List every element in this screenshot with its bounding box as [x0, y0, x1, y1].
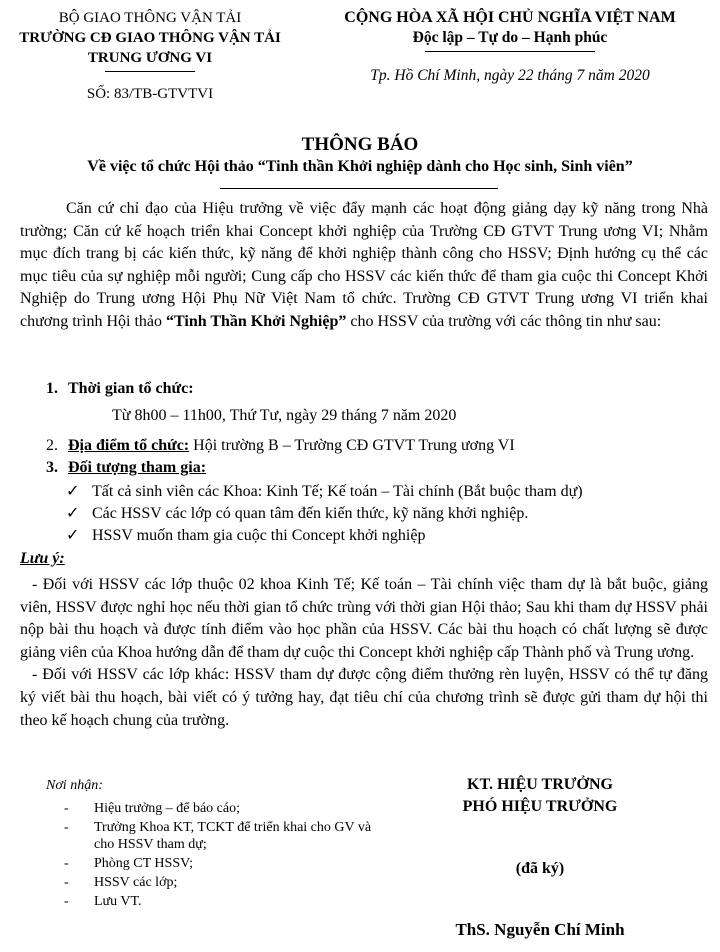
check-icon: ✓	[66, 505, 80, 522]
participant-text: HSSV muốn tham gia cuộc thi Concept khởi nghiệp	[92, 527, 426, 544]
signed-note: (đã ký)	[515, 860, 565, 877]
intro-paragraph	[20, 198, 708, 334]
dash: -	[64, 856, 69, 871]
intro-text: Căn cứ chỉ đạo của Hiệu trưởng về việc đẩy mạnh các hoạt động giảng dạy kỹ năng trong Nhà trường; Căn cứ kế hoạch triển khai Concept khởi nghiệp của Trường CĐ GTVT Trung ương VI; Nhằm mục đích trang bị các kiến thức, kỹ năng để khởi nghiệp thành công cho HSSV; Định hướng cụ thể các mục tiêu của sự nghiệp mỗi người; Cung cấp cho HSSV các kiến thức để tham gia cuộc thi Concept Khởi Nghiệp do Trung ương Hội Phụ Nữ Việt Nam tổ chức. Trường CĐ GTVT Trung ương VI triển khai chương trình Hội thảo	[20, 200, 708, 330]
school-name-line1: TRƯỜNG CĐ GIAO THÔNG VẬN TẢI	[19, 30, 281, 46]
check-icon: ✓	[66, 527, 80, 544]
list-item	[66, 503, 528, 523]
section-label: Đối tượng tham gia:	[68, 459, 207, 476]
recipient-text: Lưu VT.	[94, 894, 142, 909]
list-item	[64, 819, 374, 853]
section-number: 1.	[46, 380, 58, 397]
country-name: CỘNG HÒA XÃ HỘI CHỦ NGHĨA VIỆT NAM	[344, 9, 676, 26]
issuer-underline	[105, 71, 195, 72]
motto-underline	[425, 51, 595, 52]
section-value: Hội trường B – Trường CĐ GTVT Trung ương VI	[189, 437, 515, 454]
intro-tail: cho HSSV của trường với các thông tin như sau:	[346, 312, 662, 330]
list-item	[66, 481, 583, 501]
recipient-text: Hiệu trưởng – để báo cáo;	[94, 801, 241, 816]
note-paragraph-1: - Đối với HSSV các lớp thuộc 02 khoa Kinh Tế; Kế toán – Tài chính việc tham dự là bắt buộc, giảng viên, HSSV được nghỉ học nếu thời gian tổ chức trùng với thời gian Hội thảo; Sau khi tham dự HSSV phải nộp bài thu hoạch và được tính điểm vào học phần của HSSV. Các bài thu hoạch có chất lượng sẽ được giảng viên của Khoa hướng dẫn để tham dự cuộc thi Concept khởi nghiệp cấp Thành phố và Trung ương.	[20, 576, 708, 661]
place-and-date: Tp. Hồ Chí Minh, ngày 22 tháng 7 năm 2020	[370, 67, 650, 84]
section-time	[46, 380, 194, 398]
document-subtitle: Về việc tổ chức Hội thảo “Tinh thần Khởi nghiệp dành cho Học sinh, Sinh viên”	[87, 158, 633, 175]
ministry-name: BỘ GIAO THÔNG VẬN TẢI	[58, 10, 242, 26]
recipient-text: Phòng CT HSSV;	[94, 856, 194, 871]
issuer-header	[0, 8, 300, 104]
national-header	[300, 8, 720, 86]
recipients-heading: Nơi nhận:	[46, 778, 103, 793]
recipients-list	[64, 800, 374, 912]
section-time-value: Từ 8h00 – 11h00, Thứ Tư, ngày 29 tháng 7 năm 2020	[112, 407, 457, 424]
intro-event-name: “Tinh Thần Khởi Nghiệp”	[166, 312, 347, 330]
title-underline	[220, 188, 498, 189]
list-item	[64, 893, 374, 910]
intro-section	[20, 198, 708, 334]
signer-title-line2: PHÓ HIỆU TRƯỞNG	[462, 798, 618, 815]
document-number: SỐ: 83/TB-GTVTVI	[86, 86, 214, 102]
section-label: Thời gian tổ chức:	[68, 380, 194, 397]
school-name-line2: TRUNG ƯƠNG VI	[87, 50, 213, 66]
signer-title-line1: KT. HIỆU TRƯỞNG	[467, 776, 613, 793]
note-section	[20, 574, 708, 732]
dash: -	[64, 820, 69, 835]
note-paragraph-2: - Đối với HSSV các lớp khác: HSSV tham dự được cộng điểm thưởng rèn luyện, HSSV có thể tự đăng ký viết bài thu hoạch, bài viết có ý tưởng hay, đạt tiêu chí của chương trình sẽ được gửi tham dự hội thi theo kế hoạch chung của trường.	[20, 666, 708, 729]
document-title: THÔNG BÁO	[301, 134, 419, 155]
participant-text: Các HSSV các lớp có quan tâm đến kiến thức, kỹ năng khởi nghiệp.	[92, 505, 529, 522]
list-item	[64, 800, 374, 817]
section-number: 2.	[46, 437, 58, 454]
dash: -	[64, 894, 69, 909]
list-item	[66, 525, 425, 545]
section-participants	[46, 459, 206, 477]
national-motto: Độc lập – Tự do – Hạnh phúc	[412, 29, 608, 46]
signer-name: ThS. Nguyễn Chí Minh	[455, 920, 625, 939]
list-item	[64, 855, 374, 872]
recipient-text: Trưởng Khoa KT, TCKT để triển khai cho GV và cho HSSV tham dự;	[94, 820, 372, 852]
check-icon: ✓	[66, 483, 80, 500]
section-location	[46, 437, 515, 455]
dash: -	[64, 875, 69, 890]
section-number: 3.	[46, 459, 58, 476]
note-heading: Lưu ý:	[20, 550, 65, 567]
recipient-text: HSSV các lớp;	[94, 875, 178, 890]
participant-text: Tất cả sinh viên các Khoa: Kinh Tế; Kế toán – Tài chính (Bắt buộc tham dự)	[92, 483, 583, 500]
section-label: Địa điểm tổ chức:	[68, 437, 190, 454]
dash: -	[64, 801, 69, 816]
list-item	[64, 874, 374, 891]
